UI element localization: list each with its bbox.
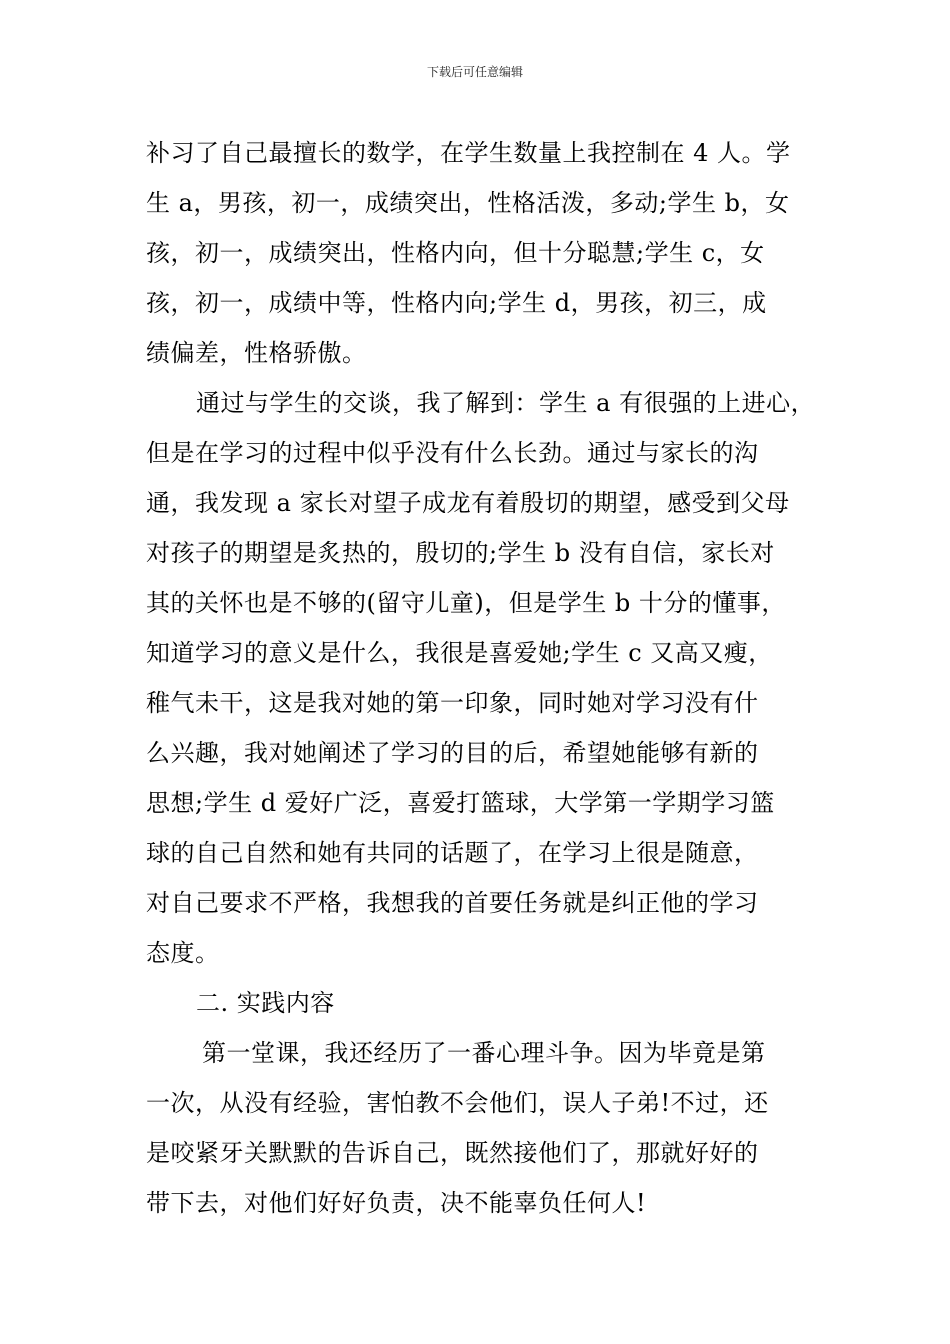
text-line: 生 a，男孩，初一，成绩突出，性格活泼，多动;学生 b，女 — [146, 189, 790, 217]
text-line: 是咬紧牙关默默的告诉自己，既然接他们了，那就好好的 — [146, 1139, 759, 1167]
text-line: 思想;学生 d 爱好广泛，喜爱打篮球，大学第一学期学习篮 — [146, 789, 775, 817]
section-heading-text: 二. 实践内容 — [196, 989, 335, 1017]
text-line: 第一堂课，我还经历了一番心理斗争。因为毕竟是第 — [202, 1039, 766, 1067]
text-line: 通过与学生的交谈，我了解到：学生 a 有很强的上进心， — [196, 389, 816, 417]
text-line: 么兴趣，我对她阐述了学习的目的后，希望她能够有新的 — [146, 739, 759, 767]
text-line: 孩，初一，成绩中等，性格内向;学生 d，男孩，初三，成 — [146, 289, 767, 317]
text-line: 球的自己自然和她有共同的话题了，在学习上很是随意， — [146, 839, 759, 867]
text-line: 孩，初一，成绩突出，性格内向，但十分聪慧;学生 c，女 — [146, 239, 765, 267]
text-line: 知道学习的意义是什么，我很是喜爱她;学生 c 又高又瘦， — [146, 639, 773, 667]
text-line: 对孩子的期望是炙热的，殷切的;学生 b 没有自信，家长对 — [146, 539, 775, 567]
paragraph-1 — [146, 128, 826, 378]
text-line: 一次，从没有经验，害怕教不会他们，误人子弟!不过，还 — [146, 1089, 769, 1117]
paragraph-3 — [146, 1028, 826, 1228]
text-line: 补习了自己最擅长的数学，在学生数量上我控制在 4 人。学 — [146, 139, 791, 167]
paragraph-2 — [146, 378, 826, 978]
text-line: 对自己要求不严格，我想我的首要任务就是纠正他的学习 — [146, 889, 759, 917]
page-header: 下载后可任意编辑 — [426, 65, 523, 79]
document-body — [146, 128, 826, 1228]
text-line: 但是在学习的过程中似乎没有什么长劲。通过与家长的沟 — [146, 439, 759, 467]
text-line: 带下去，对他们好好负责，决不能辜负任何人! — [146, 1189, 647, 1217]
text-line: 通，我发现 a 家长对望子成龙有着殷切的期望，感受到父母 — [146, 489, 790, 517]
text-line: 绩偏差，性格骄傲。 — [146, 339, 367, 367]
text-line: 其的关怀也是不够的(留守儿童)，但是学生 b 十分的懂事， — [146, 589, 786, 617]
section-heading — [146, 978, 826, 1028]
text-line: 态度。 — [146, 939, 220, 967]
text-line: 稚气未干，这是我对她的第一印象，同时她对学习没有什 — [146, 689, 759, 717]
